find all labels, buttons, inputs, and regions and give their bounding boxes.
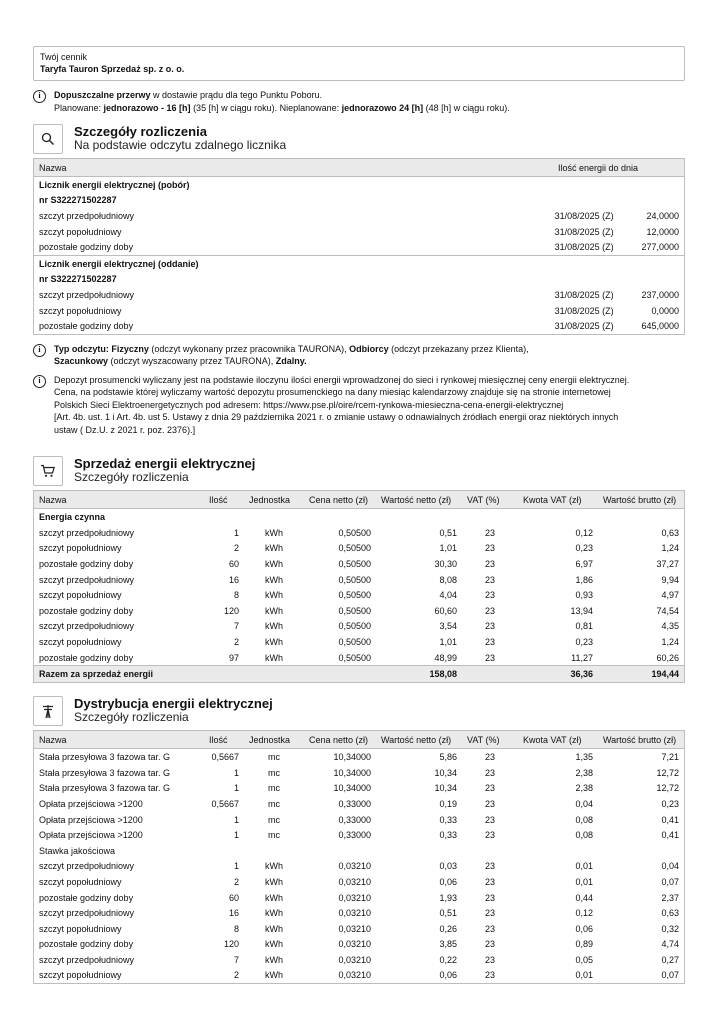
cell-unit: kWh	[265, 876, 283, 887]
group-label: Energia czynna	[39, 512, 106, 523]
cell-vat: 23	[484, 605, 495, 616]
cell-gross: 4,97	[661, 590, 679, 601]
deposit-info	[33, 374, 685, 437]
col-name: Nazwa	[34, 731, 205, 749]
col-unit: Jednostka	[244, 731, 304, 749]
sales-subtitle: Szczegóły rozliczenia	[74, 470, 189, 485]
settlement-title: Szczegóły rozliczenia	[74, 124, 207, 139]
cell-qty: 2	[233, 970, 239, 981]
cell-qty: 60	[228, 559, 239, 570]
distribution-header	[33, 696, 685, 726]
table-row	[34, 859, 685, 875]
cell-price: 0,03210	[338, 876, 371, 887]
cell-vat-amt: 0,04	[575, 798, 593, 809]
cell-gross: 0,23	[661, 798, 679, 809]
table-row	[34, 827, 685, 843]
cell-unit: kWh	[265, 559, 283, 570]
cell-net: 0,33	[439, 814, 457, 825]
meter-number: nr S322271502287	[39, 274, 117, 285]
cell-price: 0,03210	[338, 908, 371, 919]
cell-qty: 7	[233, 621, 239, 632]
table-row	[34, 619, 685, 635]
total-label: Razem za sprzedaż energii	[34, 666, 377, 683]
cell-price: 0,50500	[338, 636, 371, 647]
cell-vat: 23	[484, 590, 495, 601]
table-row	[34, 765, 685, 781]
cell-gross: 4,35	[661, 621, 679, 632]
distribution-title: Dystrybucja energii elektrycznej	[74, 696, 273, 712]
cell-name: szczyt przedpołudniowy	[39, 574, 135, 585]
table-row	[34, 874, 685, 890]
table-row	[34, 556, 685, 572]
cell-vat: 23	[484, 908, 495, 919]
cell-net: 0,19	[439, 798, 457, 809]
cell-net: 0,22	[439, 954, 457, 965]
reading-type-customer: Odbiorcy	[349, 343, 389, 354]
settlement-header	[33, 124, 685, 154]
cell-unit: kWh	[265, 954, 283, 965]
cell-vat-amt: 0,44	[575, 892, 593, 903]
sales-title: Sprzedaż energii elektrycznej	[74, 456, 256, 472]
col-name: Nazwa	[34, 491, 205, 509]
cell-vat-amt: 0,12	[575, 908, 593, 919]
cell-net: 0,51	[439, 527, 457, 538]
table-row	[34, 905, 685, 921]
cell-gross: 0,07	[661, 970, 679, 981]
cell-net: 1,93	[439, 892, 457, 903]
cell-gross: 60,26	[656, 652, 679, 663]
cell-qty: 120	[223, 605, 239, 616]
cell-price: 0,03210	[338, 923, 371, 934]
reading-type-physical-desc: (odczyt wykonany przez pracownika TAURONA),	[148, 343, 350, 354]
outage-unplanned-label: (35 [h] w ciągu roku). Nieplanowane:	[190, 102, 342, 113]
cell-qty: 1	[233, 814, 239, 825]
cell-unit: kWh	[265, 590, 283, 601]
cell-vat: 23	[484, 861, 495, 872]
cell-qty: 120	[223, 939, 239, 950]
cell-name: szczyt przedpołudniowy	[39, 861, 135, 872]
cell-qty: 60	[228, 892, 239, 903]
table-row	[34, 603, 685, 619]
cell-qty: 2	[233, 876, 239, 887]
cell-qty: 8	[233, 590, 239, 601]
cell-unit: kWh	[265, 908, 283, 919]
table-row	[34, 525, 685, 541]
cell-vat: 23	[484, 830, 495, 841]
cell-vat-amt: 0,81	[575, 621, 593, 632]
outage-info	[33, 89, 685, 114]
cell-net: 10,34	[434, 767, 457, 778]
cell-net: 1,01	[439, 636, 457, 647]
cell-qty: 1	[233, 783, 239, 794]
table-row: szczyt popołudniowy 31/08/2025 (Z) 12,0000	[39, 226, 679, 237]
reading-type-estimated: Szacunkowy	[54, 356, 109, 367]
col-unit: Jednostka	[244, 491, 304, 509]
cell-price: 0,50500	[338, 652, 371, 663]
cell-name: pozostałe godziny doby	[39, 939, 134, 950]
reading-type-remote: Zdalny.	[275, 356, 307, 367]
reading-type-info	[33, 343, 685, 368]
cell-name: szczyt popołudniowy	[39, 636, 122, 647]
col-qty: Ilość	[204, 491, 244, 509]
cell-price: 0,50500	[338, 590, 371, 601]
cell-price: 0,33000	[338, 830, 371, 841]
cell-gross: 0,41	[661, 830, 679, 841]
cell-vat-amt: 0,89	[575, 939, 593, 950]
cell-vat: 23	[484, 783, 495, 794]
info-icon: i	[33, 90, 46, 103]
cell-unit: kWh	[265, 605, 283, 616]
cell-vat: 23	[484, 621, 495, 632]
total-vat: 36,36	[518, 666, 598, 683]
meter-title: Licznik energii elektrycznej (pobór)	[39, 179, 190, 190]
deposit-line: Cena, na podstawie której wyliczamy wartość depozytu prosumenckiego na dany miesiąc kalendarzowy znajduje się na stronie internetowej	[54, 387, 611, 398]
cell-net: 8,08	[439, 574, 457, 585]
cell-price: 10,34000	[333, 783, 371, 794]
cell-unit: mc	[268, 752, 280, 763]
table-row	[34, 796, 685, 812]
col-energy: Ilość energii do dnia	[524, 159, 685, 177]
sales-header	[33, 456, 685, 486]
cell-vat-amt: 0,12	[575, 527, 593, 538]
reading-type-physical: Typ odczytu: Fizyczny	[54, 343, 149, 354]
cell-unit: kWh	[265, 636, 283, 647]
cell-price: 0,50500	[338, 543, 371, 554]
table-row	[34, 587, 685, 603]
cell-vat-amt: 0,01	[575, 861, 593, 872]
cell-net: 0,26	[439, 923, 457, 934]
group-label: Stawka jakościowa	[39, 845, 116, 856]
cell-price: 0,03210	[338, 954, 371, 965]
settlement-table	[33, 158, 685, 335]
cell-gross: 0,07	[661, 876, 679, 887]
outage-title: Dopuszczalne przerwy	[54, 90, 151, 100]
table-row	[34, 921, 685, 937]
col-vat-amount: Kwota VAT (zł)	[518, 731, 598, 749]
outage-planned-label: Planowane:	[54, 102, 104, 113]
cell-gross: 7,21	[661, 752, 679, 763]
cell-name: szczyt popołudniowy	[39, 876, 122, 887]
cell-unit: kWh	[265, 861, 283, 872]
cell-vat: 23	[484, 652, 495, 663]
cell-net: 3,85	[439, 939, 457, 950]
cell-price: 10,34000	[333, 767, 371, 778]
cell-price: 0,03210	[338, 892, 371, 903]
cell-net: 4,04	[439, 590, 457, 601]
cell-price: 0,50500	[338, 574, 371, 585]
cell-gross: 2,37	[661, 892, 679, 903]
cell-vat: 23	[484, 814, 495, 825]
cell-unit: kWh	[265, 543, 283, 554]
outage-unplanned-value: jednorazowo 24 [h]	[341, 102, 424, 113]
cell-name: Stała przesyłowa 3 fazowa tar. G	[39, 752, 171, 763]
table-row	[34, 541, 685, 557]
cell-name: szczyt przedpołudniowy	[39, 621, 135, 632]
cell-qty: 2	[233, 636, 239, 647]
cell-net: 0,03	[439, 861, 457, 872]
outage-planned-value: jednorazowo - 16 [h]	[103, 102, 191, 113]
cell-name: szczyt przedpołudniowy	[39, 908, 135, 919]
cell-net: 10,34	[434, 783, 457, 794]
cell-price: 0,50500	[338, 621, 371, 632]
cell-net: 0,33	[439, 830, 457, 841]
cell-gross: 0,63	[661, 527, 679, 538]
search-icon	[33, 124, 63, 154]
cell-vat-amt: 13,94	[570, 605, 593, 616]
cell-vat: 23	[484, 574, 495, 585]
table-row	[34, 968, 685, 984]
cell-price: 0,03210	[338, 861, 371, 872]
cell-net: 48,99	[434, 652, 457, 663]
cell-unit: kWh	[265, 621, 283, 632]
cell-vat-amt: 0,23	[575, 543, 593, 554]
cell-name: pozostałe godziny doby	[39, 605, 134, 616]
cell-price: 0,33000	[338, 798, 371, 809]
cell-name: pozostałe godziny doby	[39, 892, 134, 903]
cell-gross: 12,72	[656, 783, 679, 794]
info-icon: i	[33, 344, 46, 357]
table-row	[34, 937, 685, 953]
cell-qty: 1	[233, 830, 239, 841]
cell-unit: kWh	[265, 923, 283, 934]
reading-type-customer-desc: (odczyt przekazany przez Klienta),	[388, 343, 529, 354]
cell-net: 5,86	[439, 752, 457, 763]
table-row	[34, 749, 685, 765]
cell-name: Opłata przejściowa >1200	[39, 814, 143, 825]
cell-qty: 0,5667	[211, 798, 239, 809]
table-row: pozostałe godziny doby 31/08/2025 (Z) 277,0000	[39, 242, 679, 253]
cell-unit: kWh	[265, 939, 283, 950]
col-name: Nazwa	[34, 159, 525, 177]
cell-vat: 23	[484, 876, 495, 887]
cell-price: 10,34000	[333, 752, 371, 763]
cell-unit: kWh	[265, 652, 283, 663]
cell-qty: 0,5667	[211, 752, 239, 763]
tariff-name: Taryfa Tauron Sprzedaż sp. z o. o.	[40, 64, 185, 74]
cell-gross: 1,24	[661, 543, 679, 554]
cell-vat-amt: 0,01	[575, 876, 593, 887]
cell-net: 3,54	[439, 621, 457, 632]
cell-gross: 0,41	[661, 814, 679, 825]
distribution-table	[33, 730, 685, 984]
cell-net: 60,60	[434, 605, 457, 616]
cell-vat: 23	[484, 543, 495, 554]
cell-name: szczyt przedpołudniowy	[39, 954, 135, 965]
cell-gross: 4,74	[661, 939, 679, 950]
cell-name: szczyt popołudniowy	[39, 970, 122, 981]
cell-vat-amt: 1,35	[575, 752, 593, 763]
table-row: szczyt przedpołudniowy 31/08/2025 (Z) 24,0000	[39, 210, 679, 221]
cell-qty: 7	[233, 954, 239, 965]
table-row	[34, 572, 685, 588]
cell-gross: 12,72	[656, 767, 679, 778]
cell-vat-amt: 0,06	[575, 923, 593, 934]
meter-number: nr S322271502287	[39, 195, 117, 206]
cell-vat: 23	[484, 636, 495, 647]
col-vat-amount: Kwota VAT (zł)	[518, 491, 598, 509]
cell-vat-amt: 1,86	[575, 574, 593, 585]
cell-unit: kWh	[265, 892, 283, 903]
cell-net: 0,51	[439, 908, 457, 919]
cell-vat: 23	[484, 954, 495, 965]
cell-vat-amt: 0,08	[575, 814, 593, 825]
cell-name: pozostałe godziny doby	[39, 652, 134, 663]
cell-unit: mc	[268, 798, 280, 809]
total-row	[34, 666, 685, 683]
deposit-line: ustaw ( Dz.U. z 2021 r. poz. 2376).]	[54, 424, 196, 435]
cell-unit: kWh	[265, 527, 283, 538]
cell-vat: 23	[484, 798, 495, 809]
cell-price: 0,03210	[338, 939, 371, 950]
cell-gross: 9,94	[661, 574, 679, 585]
cell-net: 0,06	[439, 876, 457, 887]
cell-unit: mc	[268, 830, 280, 841]
table-row: pozostałe godziny doby 31/08/2025 (Z) 645,0000	[39, 321, 679, 332]
cell-vat-amt: 6,97	[575, 559, 593, 570]
col-vat: VAT (%)	[462, 731, 518, 749]
outage-text: w dostawie prądu dla tego Punktu Poboru.	[150, 90, 323, 100]
cell-gross: 0,04	[661, 861, 679, 872]
cell-vat: 23	[484, 559, 495, 570]
cell-gross: 0,63	[661, 908, 679, 919]
tariff-box	[33, 46, 685, 81]
table-row	[34, 952, 685, 968]
cell-qty: 97	[228, 652, 239, 663]
cell-price: 0,03210	[338, 970, 371, 981]
table-row	[34, 781, 685, 797]
cell-name: pozostałe godziny doby	[39, 559, 134, 570]
cell-vat-amt: 11,27	[571, 652, 593, 663]
info-icon: i	[33, 375, 46, 388]
cell-name: szczyt popołudniowy	[39, 923, 122, 934]
cell-vat-amt: 2,38	[575, 767, 593, 778]
cell-gross: 1,24	[661, 636, 679, 647]
meter-title: Licznik energii elektrycznej (oddanie)	[34, 255, 525, 271]
cell-name: Stała przesyłowa 3 fazowa tar. G	[39, 767, 171, 778]
distribution-subtitle: Szczegóły rozliczenia	[74, 710, 189, 725]
cell-qty: 1	[233, 767, 239, 778]
table-row	[34, 650, 685, 666]
col-net-value: Wartość netto (zł)	[376, 731, 462, 749]
sales-table	[33, 490, 685, 683]
reading-type-estimated-desc: (odczyt wyszacowany przez TAURONA),	[108, 356, 276, 367]
cell-price: 0,50500	[338, 559, 371, 570]
col-net-value: Wartość netto (zł)	[376, 491, 462, 509]
settlement-subtitle: Na podstawie odczytu zdalnego licznika	[74, 138, 287, 152]
cell-vat: 23	[484, 923, 495, 934]
deposit-line: Depozyt prosumencki wyliczany jest na podstawie iloczynu ilości energii wprowadzonej do sieci i rynkowej miesięcznej ceny energii elektrycznej.	[54, 374, 630, 385]
total-net: 158,08	[376, 666, 462, 683]
deposit-line: Polskich Sieci Elektroenergetycznych pod adresem: https://www.pse.pl/oire/rcem-rynkowa-miesieczna-cena-energii-elektrycznej	[54, 399, 564, 410]
cell-unit: mc	[268, 814, 280, 825]
cell-vat: 23	[484, 752, 495, 763]
cell-net: 1,01	[439, 543, 457, 554]
cell-name: Opłata przejściowa >1200	[39, 830, 143, 841]
table-row	[34, 812, 685, 828]
cell-qty: 1	[233, 527, 239, 538]
col-net-price: Cena netto (zł)	[304, 731, 376, 749]
col-vat: VAT (%)	[462, 491, 518, 509]
cell-qty: 2	[233, 543, 239, 554]
cell-gross: 74,54	[656, 605, 679, 616]
cell-vat-amt: 0,23	[575, 636, 593, 647]
cell-qty: 8	[233, 923, 239, 934]
cell-price: 0,50500	[338, 527, 371, 538]
tariff-label: Twój cennik	[40, 52, 88, 62]
cell-name: Stała przesyłowa 3 fazowa tar. G	[39, 783, 171, 794]
cell-vat-amt: 0,01	[575, 970, 593, 981]
cell-qty: 16	[228, 574, 239, 585]
col-gross: Wartość brutto (zł)	[598, 491, 685, 509]
deposit-line: [Art. 4b. ust. 1 i Art. 4b. ust 5. Ustawy z dnia 29 października 2021 r. o zmianie ustawy o odnawialnych źródłach energii oraz niektórych innych	[54, 412, 619, 423]
cell-qty: 16	[228, 908, 239, 919]
cell-gross: 37,27	[656, 559, 679, 570]
cart-icon	[33, 456, 63, 486]
table-row: szczyt popołudniowy 31/08/2025 (Z) 0,0000	[39, 305, 679, 316]
cell-unit: mc	[268, 767, 280, 778]
cell-vat: 23	[484, 527, 495, 538]
col-qty: Ilość	[204, 731, 244, 749]
col-gross: Wartość brutto (zł)	[598, 731, 685, 749]
cell-name: szczyt przedpołudniowy	[39, 527, 135, 538]
table-row	[34, 890, 685, 906]
cell-vat: 23	[484, 970, 495, 981]
cell-vat: 23	[484, 767, 495, 778]
total-gross: 194,44	[598, 666, 685, 683]
cell-unit: kWh	[265, 970, 283, 981]
cell-vat-amt: 0,05	[575, 954, 593, 965]
cell-vat-amt: 0,08	[575, 830, 593, 841]
cell-price: 0,50500	[338, 605, 371, 616]
cell-net: 0,06	[439, 970, 457, 981]
cell-net: 30,30	[434, 559, 457, 570]
cell-vat-amt: 0,93	[575, 590, 593, 601]
col-net-price: Cena netto (zł)	[304, 491, 376, 509]
cell-gross: 0,27	[661, 954, 679, 965]
cell-name: Opłata przejściowa >1200	[39, 798, 143, 809]
cell-unit: kWh	[265, 574, 283, 585]
cell-qty: 1	[233, 861, 239, 872]
table-row: szczyt przedpołudniowy 31/08/2025 (Z) 237,0000	[39, 289, 679, 300]
cell-vat: 23	[484, 939, 495, 950]
cell-unit: mc	[268, 783, 280, 794]
cell-name: szczyt popołudniowy	[39, 590, 122, 601]
cell-gross: 0,32	[661, 923, 679, 934]
outage-unplanned-yearly: (48 [h] w ciągu roku).	[423, 102, 510, 113]
cell-name: szczyt popołudniowy	[39, 543, 122, 554]
cell-vat: 23	[484, 892, 495, 903]
cell-vat-amt: 2,38	[575, 783, 593, 794]
cell-price: 0,33000	[338, 814, 371, 825]
table-row	[34, 634, 685, 650]
power-pylon-icon	[33, 696, 63, 726]
